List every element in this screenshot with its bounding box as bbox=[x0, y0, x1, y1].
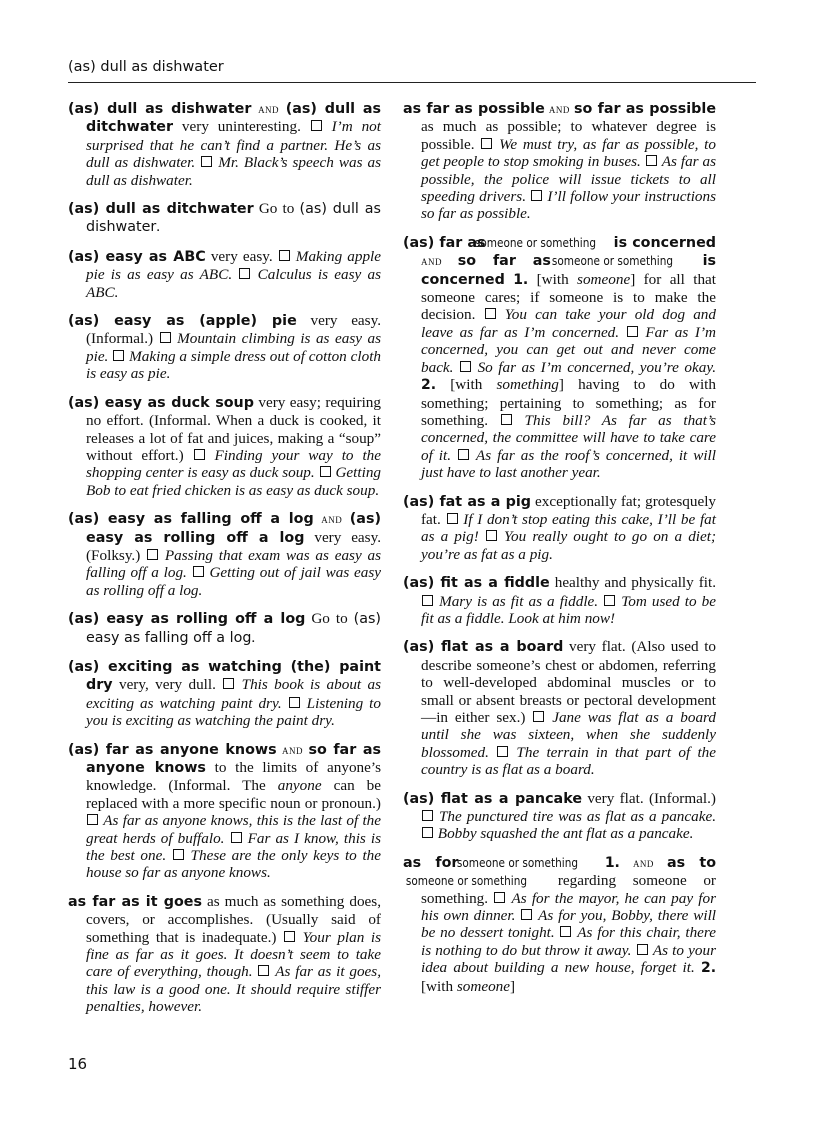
entry-easy-as-duck-soup bbox=[68, 394, 381, 499]
example: Getting Bob to eat fried chicken is as easy as duck soup. bbox=[86, 464, 382, 499]
example-box-icon bbox=[289, 697, 300, 708]
example-box-icon bbox=[521, 909, 532, 920]
headword: as for bbox=[403, 854, 459, 871]
example-box-icon bbox=[422, 827, 433, 838]
example-box-icon bbox=[458, 449, 469, 460]
example: Bobby squashed the ant flat as a pancake. bbox=[437, 825, 694, 843]
and-connector: and bbox=[421, 254, 442, 269]
example: This bill? As far as that’s concerned, the committee will have to take care of it. bbox=[421, 411, 716, 464]
entry-as-for bbox=[403, 854, 716, 995]
example: This book is about as exciting as watching paint dry. bbox=[86, 676, 382, 712]
definition: ] bbox=[510, 977, 516, 995]
example-box-icon bbox=[87, 814, 98, 825]
sense-number: 1. bbox=[513, 271, 529, 288]
headword-variant: is concerned bbox=[421, 253, 716, 288]
running-head-text: (as) dull as dishwater bbox=[68, 59, 224, 75]
example-box-icon bbox=[201, 156, 212, 167]
headword-variant: so far as bbox=[457, 253, 551, 270]
headword: (as) dull as ditchwater bbox=[68, 201, 254, 218]
placeholder-term: someone or something bbox=[474, 234, 596, 250]
definition: very flat. (Informal.) bbox=[582, 789, 716, 807]
example: As for the mayor, he can pay for his own dinner. bbox=[421, 889, 717, 925]
headword: (as) flat as a board bbox=[403, 639, 564, 656]
example: Mountain climbing is as easy as pie. bbox=[86, 330, 381, 365]
headword: (as) fit as a fiddle bbox=[403, 575, 550, 592]
example: Passing that exam was as easy as falling off a log. bbox=[86, 546, 381, 582]
example: As to your idea about building a new house, forget it. bbox=[421, 941, 716, 977]
example-box-icon bbox=[422, 810, 433, 821]
example-box-icon bbox=[481, 138, 492, 149]
example: If I don’t stop eating this cake, I’ll be fat as a pig! bbox=[421, 510, 716, 546]
example: The terrain in that part of the country is as flat as a board. bbox=[421, 743, 716, 779]
example: Your plan is fine as far as it goes. It doesn’t seem to take care of everything, though. bbox=[86, 928, 382, 981]
example: Mr. Black’s speech was as dull as dishwater. bbox=[86, 154, 381, 189]
cross-ref-target: (as) easy as falling off a log bbox=[86, 611, 381, 646]
headword-variant: as to bbox=[667, 854, 717, 871]
placeholder-term: someone or something bbox=[405, 873, 528, 889]
example-box-icon bbox=[486, 530, 497, 541]
example: We must try, as far as possible, to get people to stop smoking in buses. bbox=[421, 135, 716, 171]
entry-dull-as-dishwater bbox=[68, 100, 381, 189]
headword: (as) easy as falling off a log bbox=[68, 511, 314, 528]
definition-italic: anyone bbox=[277, 777, 322, 795]
headword: (as) easy as (apple) pie bbox=[68, 313, 297, 330]
example-box-icon bbox=[460, 361, 471, 372]
definition: very easy; requiring no effort. (Informal. When a duck is cooked, it releases a lot of fat and juices, making a “soup” without effort.) bbox=[86, 393, 381, 464]
definition: as much as something does, covers, or accomplishes. (Usually said of something that is inadequate.) bbox=[86, 892, 382, 946]
definition: as much as possible; to whatever degree is possible. bbox=[421, 118, 716, 153]
definition-italic: something bbox=[496, 376, 559, 394]
definition-italic: someone bbox=[456, 977, 511, 995]
example-box-icon bbox=[311, 120, 322, 131]
example: Making a simple dress out of cotton cloth is easy as pie. bbox=[86, 347, 382, 383]
sense-number: 2. bbox=[700, 960, 717, 977]
example-box-icon bbox=[320, 466, 331, 477]
definition: very, very dull. bbox=[112, 676, 223, 694]
definition: regarding someone or something. bbox=[421, 872, 716, 907]
entry-far-as-anyone-knows bbox=[68, 741, 381, 882]
and-connector: and bbox=[548, 102, 570, 116]
headword: (as) flat as a pancake bbox=[403, 790, 583, 807]
entry-easy-as-falling-off-a-log bbox=[68, 510, 381, 599]
example-box-icon bbox=[646, 155, 657, 166]
headword: (as) far as bbox=[403, 234, 486, 251]
page-number: 16 bbox=[68, 1055, 88, 1073]
example: Mary is as fit as a fiddle. bbox=[439, 592, 599, 610]
example-box-icon bbox=[279, 250, 290, 261]
definition: exceptionally fat; grotesquely fat. bbox=[421, 492, 717, 528]
example-box-icon bbox=[160, 332, 171, 343]
definition: [with bbox=[436, 376, 497, 394]
definition: ] having to do with something; pertaining to something; as for something. bbox=[421, 376, 716, 429]
entry-fit-as-a-fiddle bbox=[403, 574, 716, 627]
cross-ref-label: Go to bbox=[305, 610, 354, 628]
and-connector: and bbox=[258, 102, 280, 116]
definition: very uninteresting. bbox=[173, 118, 310, 136]
example-box-icon bbox=[501, 414, 512, 425]
entry-as-far-as-concerned bbox=[403, 234, 716, 482]
example-box-icon bbox=[485, 308, 496, 319]
example-box-icon bbox=[239, 268, 250, 279]
headword: (as) easy as ABC bbox=[68, 248, 206, 265]
definition: very flat. (Also used to describe someone’s chest or abdomen, referring to well-developed abdominal muscles or to small or absent breasts or pectoral development—in either sex.) bbox=[421, 638, 717, 726]
example-box-icon bbox=[284, 931, 295, 942]
left-column bbox=[68, 100, 381, 1027]
example-box-icon bbox=[258, 965, 269, 976]
example-box-icon bbox=[494, 892, 505, 903]
entry-easy-as-apple-pie bbox=[68, 312, 381, 383]
example-box-icon bbox=[497, 746, 508, 757]
example: Far as I’m concerned, you can get out and never come back. bbox=[421, 323, 716, 376]
example-box-icon bbox=[231, 832, 242, 843]
headword: (as) far as anyone knows bbox=[68, 741, 277, 758]
headword: (as) dull as dishwater bbox=[68, 101, 252, 117]
headword-variant: (as) dull as ditchwater bbox=[86, 101, 382, 136]
example: Jane was flat as a board until she was sixteen, when she suddenly blossomed. bbox=[421, 709, 716, 761]
example: You can take your old dog and leave as far as I’m concerned. bbox=[421, 306, 716, 341]
sense-number: 2. bbox=[421, 377, 437, 394]
example: So far as I’m concerned, you’re okay. bbox=[477, 358, 717, 376]
entry-fat-as-a-pig bbox=[403, 493, 716, 564]
entry-easy-as-rolling-off-a-log bbox=[68, 610, 381, 647]
example: Calculus is easy as ABC. bbox=[86, 266, 382, 301]
definition: [with bbox=[528, 270, 578, 288]
headword-variant: (as) easy as rolling off a log bbox=[86, 511, 381, 546]
example-box-icon bbox=[533, 711, 544, 722]
cross-ref-target: (as) dull as dishwater bbox=[86, 201, 381, 236]
example: As for you, Bobby, there will be no dessert tonight. bbox=[421, 907, 717, 942]
example-box-icon bbox=[223, 678, 234, 689]
example: As far as the roof’s concerned, it will just have to last another year. bbox=[421, 446, 716, 482]
example-box-icon bbox=[194, 449, 205, 460]
example: As far as possible, the police will issue tickets to all speeding drivers. bbox=[421, 153, 717, 206]
placeholder-term: someone or something bbox=[456, 854, 578, 870]
example-box-icon bbox=[113, 350, 124, 361]
headword-variant: so far as possible bbox=[574, 101, 717, 117]
example: I’ll follow your instructions so far as possible. bbox=[421, 188, 717, 223]
example-box-icon bbox=[627, 326, 638, 337]
definition: can be replaced with a more specific noun or pronoun.) bbox=[86, 777, 381, 812]
example-box-icon bbox=[422, 595, 433, 606]
example-box-icon bbox=[604, 595, 615, 606]
punctuation: . bbox=[156, 218, 161, 236]
example-box-icon bbox=[147, 549, 158, 560]
example: Far as I know, this is the best one. bbox=[86, 829, 382, 865]
example: Making apple pie is as easy as ABC. bbox=[86, 247, 381, 284]
entry-easy-as-abc bbox=[68, 248, 381, 301]
headword: as far as possible bbox=[403, 101, 545, 117]
example: These are the only keys to the house so far as anyone knows. bbox=[86, 847, 382, 882]
example-box-icon bbox=[531, 190, 542, 201]
definition: healthy and physically fit. bbox=[549, 574, 716, 592]
headword-variant: so far as anyone knows bbox=[86, 741, 381, 776]
example: As far as it goes, this law is a good one. It should require stiffer penalties, however. bbox=[86, 963, 382, 1016]
example-box-icon bbox=[560, 926, 571, 937]
headword: (as) fat as a pig bbox=[403, 493, 531, 510]
example: Finding your way to the shopping center is easy as duck soup. bbox=[86, 446, 382, 482]
entry-flat-as-a-board bbox=[403, 638, 716, 778]
definition: to the limits of anyone’s knowledge. (Informal. The bbox=[86, 759, 382, 795]
example-box-icon bbox=[193, 566, 204, 577]
example: You really ought to go on a diet; you’re as fat as a pig. bbox=[421, 528, 717, 563]
definition: very easy. (Informal.) bbox=[86, 312, 381, 348]
and-connector: and bbox=[282, 742, 304, 757]
sense-number: 1. bbox=[604, 854, 620, 871]
example-box-icon bbox=[637, 944, 648, 955]
punctuation: . bbox=[251, 628, 256, 646]
definition: [with bbox=[421, 977, 457, 995]
example: Getting out of jail was easy as rolling off a log. bbox=[86, 564, 382, 599]
entry-dull-as-ditchwater bbox=[68, 200, 381, 237]
headword: as far as it goes bbox=[68, 893, 202, 910]
placeholder-term: someone or something bbox=[551, 253, 673, 269]
example: I’m not surprised that he can’t find a partner. He’s as dull as dishwater. bbox=[86, 118, 381, 172]
entry-flat-as-a-pancake bbox=[403, 790, 716, 843]
example: As far as anyone knows, this is the last of the great herds of buffalo. bbox=[86, 812, 381, 847]
running-head bbox=[68, 56, 756, 83]
headword: is concerned bbox=[613, 234, 717, 251]
headword: (as) exciting as watching (the) paint dry bbox=[68, 658, 381, 694]
definition: very easy. (Folksy.) bbox=[86, 528, 381, 564]
right-column bbox=[403, 100, 716, 1006]
example-box-icon bbox=[447, 513, 458, 524]
definition: very easy. bbox=[205, 247, 278, 265]
entry-exciting-as-watching-paint-dry bbox=[68, 658, 381, 730]
definition-italic: someone bbox=[577, 270, 631, 288]
example: Listening to you is exciting as watching the paint dry. bbox=[86, 694, 382, 730]
headword: (as) easy as rolling off a log bbox=[68, 611, 306, 628]
example-box-icon bbox=[173, 849, 184, 860]
and-connector: and bbox=[632, 855, 654, 870]
definition: ] for all that someone cares; if someone is to make the decision. bbox=[421, 270, 717, 324]
cross-ref-label: Go to bbox=[253, 200, 300, 218]
headword: (as) easy as duck soup bbox=[68, 394, 254, 411]
example: The punctured tire was as flat as a pancake. bbox=[438, 808, 716, 826]
example: Tom used to be fit as a fiddle. Look at him now! bbox=[421, 592, 716, 627]
entry-as-far-as-it-goes bbox=[68, 893, 381, 1016]
example: As for this chair, there is nothing to do but throw it away. bbox=[421, 924, 717, 959]
entry-as-far-as-possible bbox=[403, 100, 716, 223]
and-connector: and bbox=[321, 512, 343, 527]
